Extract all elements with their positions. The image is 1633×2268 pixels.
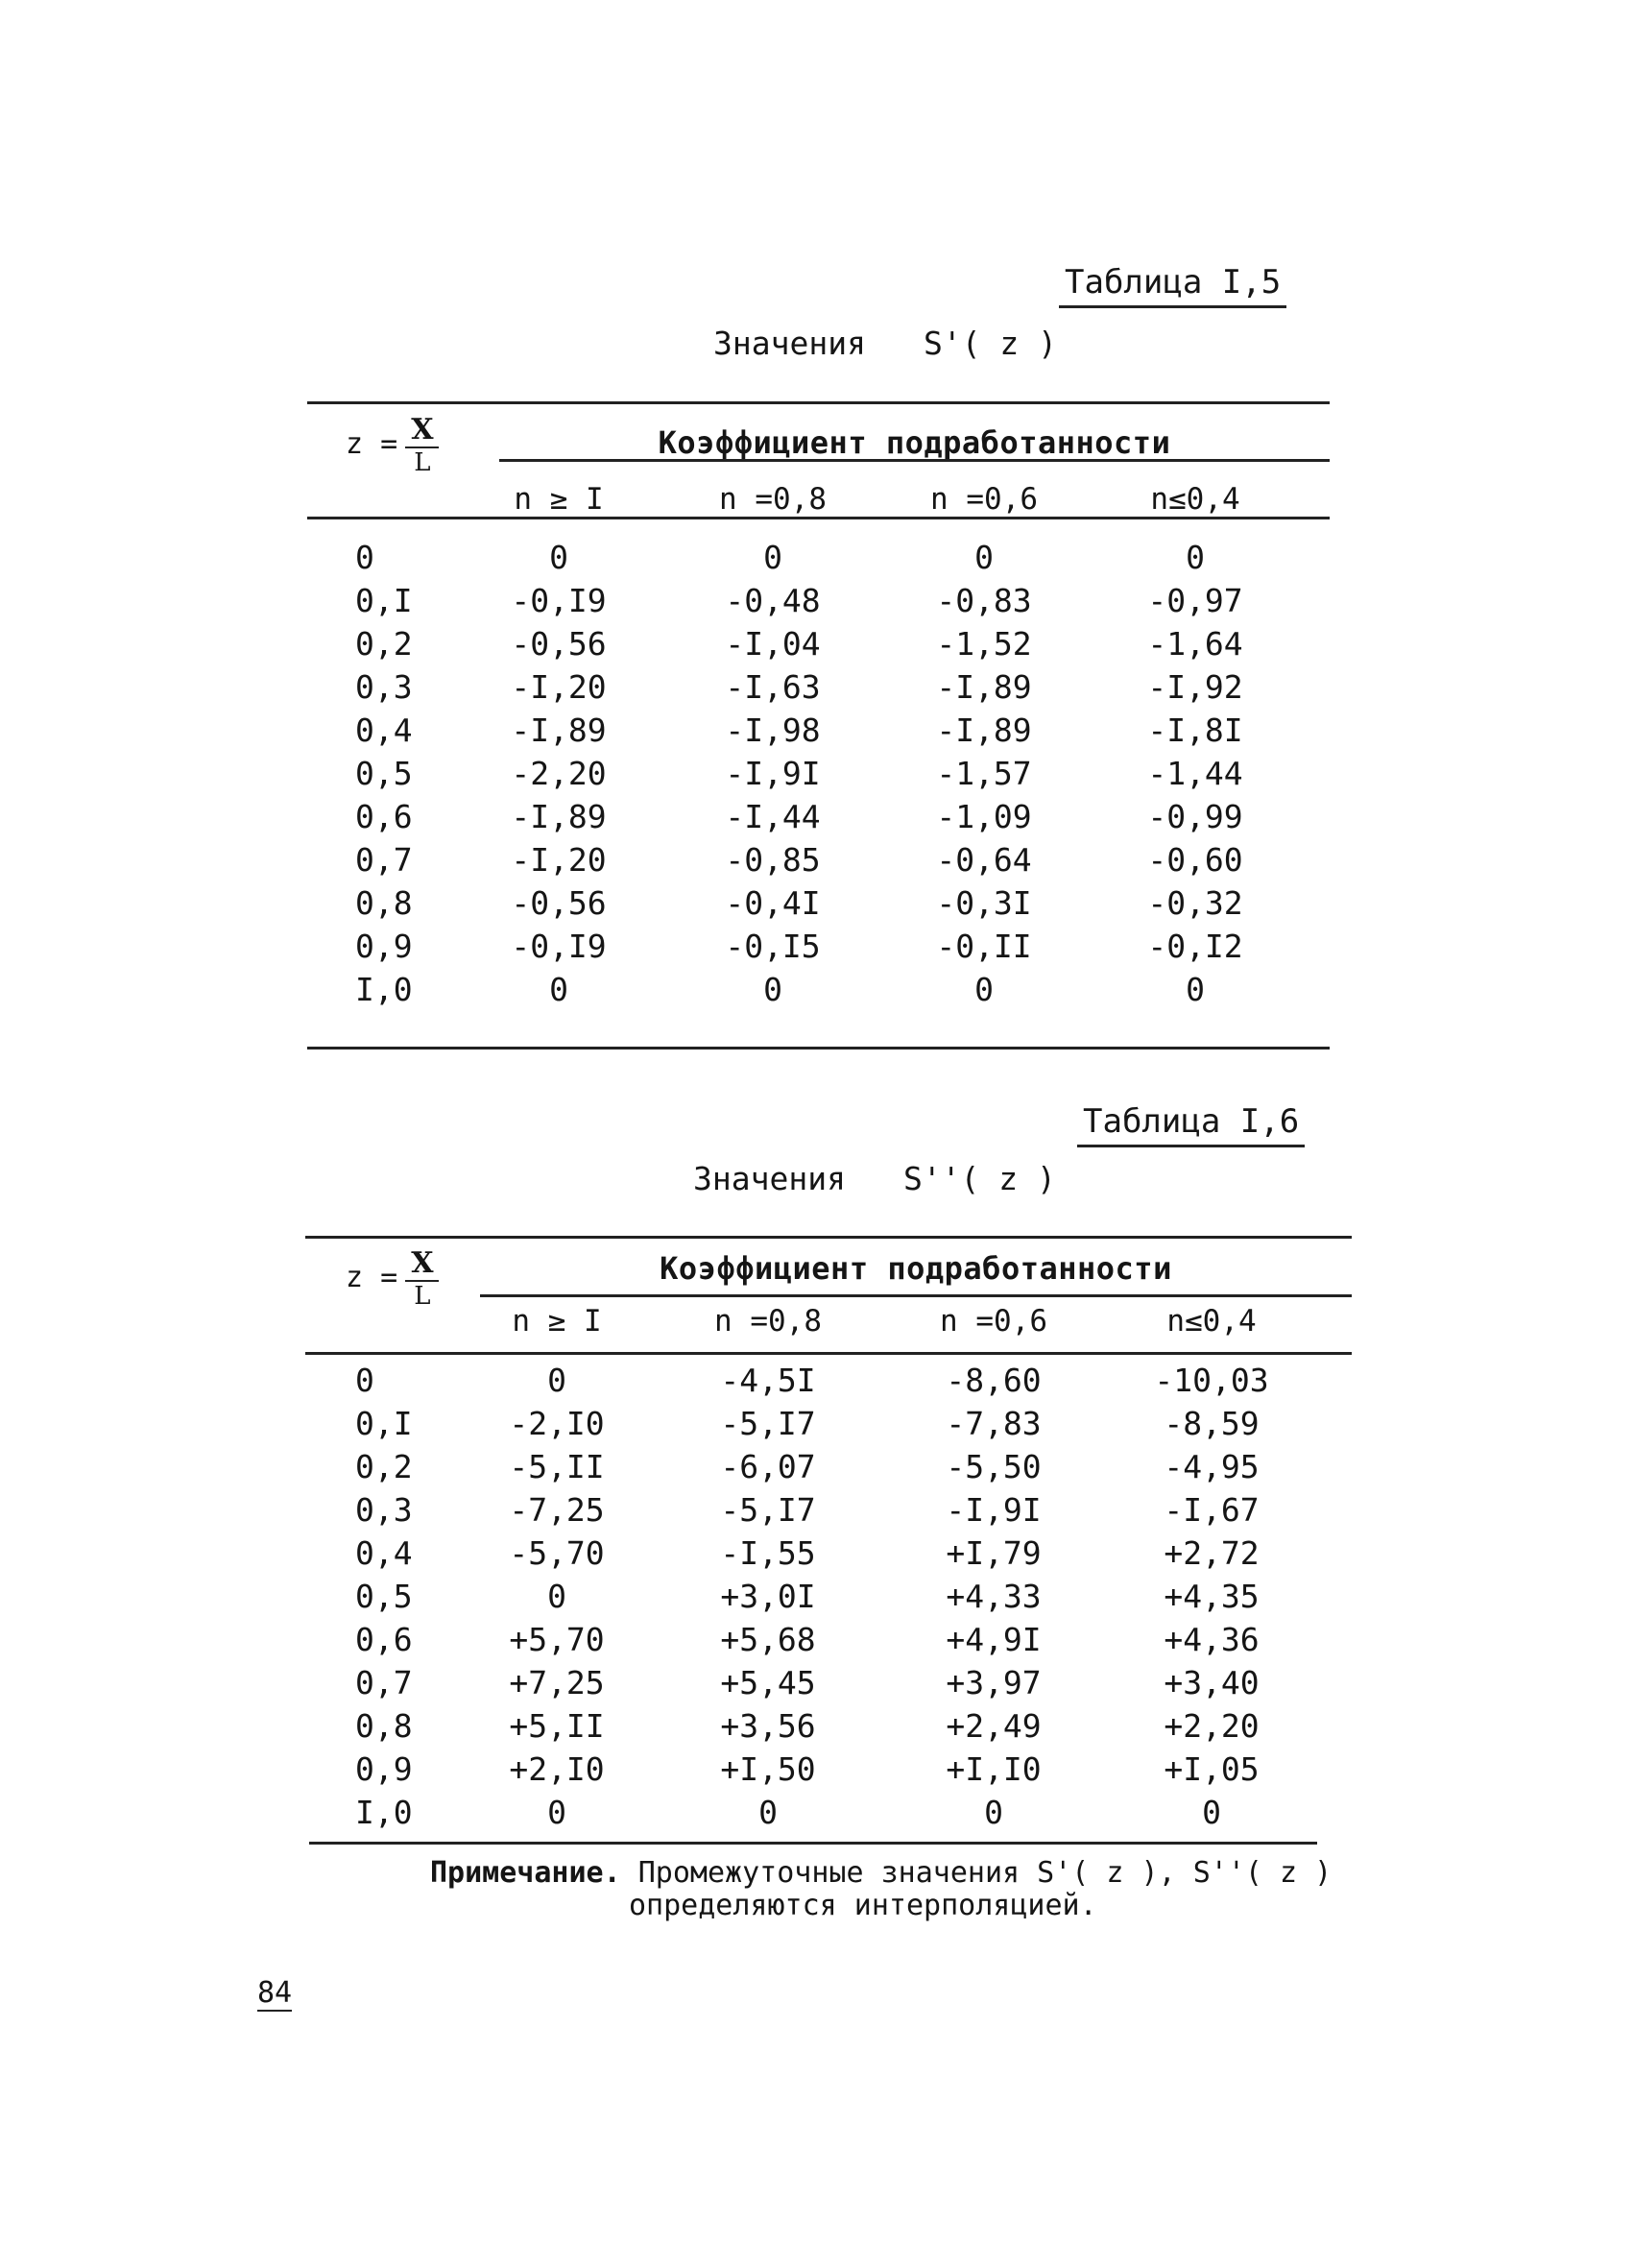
table2-frac-den: L [414, 1282, 431, 1311]
value-cell: -7,83 [946, 1405, 1042, 1442]
value-cell: -0,85 [725, 841, 821, 879]
value-cell: +4,35 [1164, 1578, 1260, 1615]
column-header: n ≥ I [514, 482, 604, 517]
note-label: Примечание. [430, 1856, 621, 1890]
z-cell: 0,7 [355, 841, 413, 879]
value-cell: -2,I0 [509, 1405, 605, 1442]
value-cell: -6,07 [720, 1448, 816, 1485]
table1-subtitle [713, 325, 1057, 362]
table1-z-header [346, 413, 439, 477]
table1-bottom-rule [307, 1047, 1330, 1050]
table2-group-rule [480, 1294, 1352, 1297]
value-cell: -0,I9 [511, 928, 607, 965]
value-cell: -I,89 [511, 712, 607, 749]
value-cell: -I,63 [725, 668, 821, 706]
value-cell: -2,20 [511, 755, 607, 792]
table2-frac-num: X [405, 1246, 439, 1282]
z-cell: 0,I [355, 1405, 413, 1442]
table2-bottom-rule [309, 1842, 1317, 1845]
value-cell: 0 [1186, 971, 1205, 1008]
z-cell: 0,4 [355, 1534, 413, 1572]
table1-function: S'( z ) [923, 325, 1058, 362]
table1-z-label: z = [346, 427, 398, 461]
value-cell: -0,3I [936, 884, 1032, 922]
value-cell: +I,79 [946, 1534, 1042, 1572]
value-cell: -0,I2 [1147, 928, 1243, 965]
value-cell: +5,II [509, 1707, 605, 1745]
z-cell: I,0 [355, 971, 413, 1008]
value-cell: -I,9I [725, 755, 821, 792]
value-cell: +3,97 [946, 1664, 1042, 1701]
value-cell: +4,9I [946, 1621, 1042, 1658]
value-cell: -I,20 [511, 668, 607, 706]
table2-top-rule [305, 1236, 1352, 1239]
z-cell: 0,I [355, 582, 413, 619]
value-cell: -4,5I [720, 1362, 816, 1399]
value-cell: -I,04 [725, 625, 821, 663]
value-cell: +I,05 [1164, 1750, 1260, 1788]
value-cell: -1,64 [1147, 625, 1243, 663]
column-header: n ≥ I [512, 1304, 602, 1339]
value-cell: -4,95 [1164, 1448, 1260, 1485]
value-cell: 0 [547, 1362, 566, 1399]
note-line2: определяются интерполяцией. [629, 1889, 1097, 1922]
value-cell: 0 [549, 539, 568, 576]
value-cell: +2,72 [1164, 1534, 1260, 1572]
table1-group-header: Коэффициент подработанности [658, 424, 1171, 461]
column-header: n =0,8 [719, 482, 827, 517]
value-cell: -5,I7 [720, 1405, 816, 1442]
column-header: n =0,6 [930, 482, 1038, 517]
table1-frac-den: L [414, 448, 431, 477]
column-header: n =0,8 [714, 1304, 822, 1339]
z-cell: 0,7 [355, 1664, 413, 1701]
value-cell: -0,I5 [725, 928, 821, 965]
value-cell: -I,9I [946, 1491, 1042, 1529]
value-cell: +5,45 [720, 1664, 816, 1701]
value-cell: +3,0I [720, 1578, 816, 1615]
value-cell: -5,50 [946, 1448, 1042, 1485]
table1-frac-num: X [405, 413, 439, 448]
value-cell: -5,70 [509, 1534, 605, 1572]
value-cell: -7,25 [509, 1491, 605, 1529]
value-cell: -1,44 [1147, 755, 1243, 792]
value-cell: -1,09 [936, 798, 1032, 835]
value-cell: -8,60 [946, 1362, 1042, 1399]
z-cell: 0,3 [355, 1491, 413, 1529]
z-cell: 0,5 [355, 1578, 413, 1615]
z-cell: 0 [355, 1362, 374, 1399]
z-cell: I,0 [355, 1794, 413, 1831]
value-cell: 0 [547, 1794, 566, 1831]
z-cell: 0,9 [355, 928, 413, 965]
table2-function: S''( z ) [902, 1160, 1056, 1197]
value-cell: -0,48 [725, 582, 821, 619]
value-cell: +5,70 [509, 1621, 605, 1658]
z-cell: 0,8 [355, 1707, 413, 1745]
value-cell: +2,20 [1164, 1707, 1260, 1745]
table1-fraction [405, 413, 439, 477]
z-cell: 0,6 [355, 798, 413, 835]
value-cell: +7,25 [509, 1664, 605, 1701]
table1-label: Таблица I,5 [1059, 263, 1286, 308]
value-cell: 0 [1202, 1794, 1221, 1831]
value-cell: -0,4I [725, 884, 821, 922]
table1-subtitle-text: Значения [713, 325, 866, 362]
value-cell: 0 [758, 1794, 778, 1831]
z-cell: 0,9 [355, 1750, 413, 1788]
value-cell: -0,97 [1147, 582, 1243, 619]
table2-z-label: z = [346, 1261, 398, 1294]
value-cell: -1,57 [936, 755, 1032, 792]
z-cell: 0,8 [355, 884, 413, 922]
value-cell: -1,52 [936, 625, 1032, 663]
value-cell: 0 [974, 971, 994, 1008]
table1-header-rule [307, 517, 1330, 519]
table2-subtitle [693, 1160, 1056, 1197]
value-cell: -I,67 [1164, 1491, 1260, 1529]
value-cell: -0,64 [936, 841, 1032, 879]
z-cell: 0,3 [355, 668, 413, 706]
z-cell: 0,6 [355, 1621, 413, 1658]
value-cell: -0,56 [511, 884, 607, 922]
value-cell: -0,II [936, 928, 1032, 965]
z-cell: 0 [355, 539, 374, 576]
value-cell: +I,I0 [946, 1750, 1042, 1788]
value-cell: -0,60 [1147, 841, 1243, 879]
value-cell: 0 [763, 971, 782, 1008]
value-cell: -I,20 [511, 841, 607, 879]
value-cell: +5,68 [720, 1621, 816, 1658]
table2-header-rule [305, 1352, 1352, 1355]
value-cell: 0 [547, 1578, 566, 1615]
column-header: n =0,6 [940, 1304, 1047, 1339]
value-cell: -10,03 [1154, 1362, 1269, 1399]
value-cell: -I,44 [725, 798, 821, 835]
value-cell: -I,55 [720, 1534, 816, 1572]
value-cell: -I,89 [936, 668, 1032, 706]
z-cell: 0,2 [355, 625, 413, 663]
value-cell: 0 [1186, 539, 1205, 576]
value-cell: +3,40 [1164, 1664, 1260, 1701]
z-cell: 0,5 [355, 755, 413, 792]
value-cell: -I,89 [936, 712, 1032, 749]
value-cell: 0 [763, 539, 782, 576]
value-cell: -I,92 [1147, 668, 1243, 706]
value-cell: -0,99 [1147, 798, 1243, 835]
value-cell: -0,56 [511, 625, 607, 663]
value-cell: +4,36 [1164, 1621, 1260, 1658]
table1-group-rule [499, 459, 1330, 462]
z-cell: 0,4 [355, 712, 413, 749]
value-cell: 0 [974, 539, 994, 576]
value-cell: +2,I0 [509, 1750, 605, 1788]
value-cell: +4,33 [946, 1578, 1042, 1615]
value-cell: -0,32 [1147, 884, 1243, 922]
table2-fraction [405, 1246, 439, 1311]
page-number: 84 [257, 1976, 293, 2010]
value-cell: -5,II [509, 1448, 605, 1485]
table2-group-header: Коэффициент подработанности [660, 1250, 1172, 1287]
table1-top-rule [307, 401, 1330, 404]
column-header: n≤0,4 [1150, 482, 1240, 517]
note [430, 1857, 1332, 1890]
value-cell: +I,50 [720, 1750, 816, 1788]
value-cell: -I,8I [1147, 712, 1243, 749]
value-cell: -5,I7 [720, 1491, 816, 1529]
table2-subtitle-text: Значения [693, 1160, 846, 1197]
value-cell: -0,I9 [511, 582, 607, 619]
value-cell: +3,56 [720, 1707, 816, 1745]
table2-label: Таблица I,6 [1077, 1102, 1305, 1147]
value-cell: -8,59 [1164, 1405, 1260, 1442]
value-cell: -I,98 [725, 712, 821, 749]
value-cell: 0 [984, 1794, 1003, 1831]
value-cell: 0 [549, 971, 568, 1008]
value-cell: -I,89 [511, 798, 607, 835]
column-header: n≤0,4 [1166, 1304, 1257, 1339]
value-cell: -0,83 [936, 582, 1032, 619]
table2-z-header [346, 1246, 439, 1311]
note-line1: Промежуточные значения S'( z ), S''( z ) [637, 1856, 1333, 1890]
value-cell: +2,49 [946, 1707, 1042, 1745]
z-cell: 0,2 [355, 1448, 413, 1485]
